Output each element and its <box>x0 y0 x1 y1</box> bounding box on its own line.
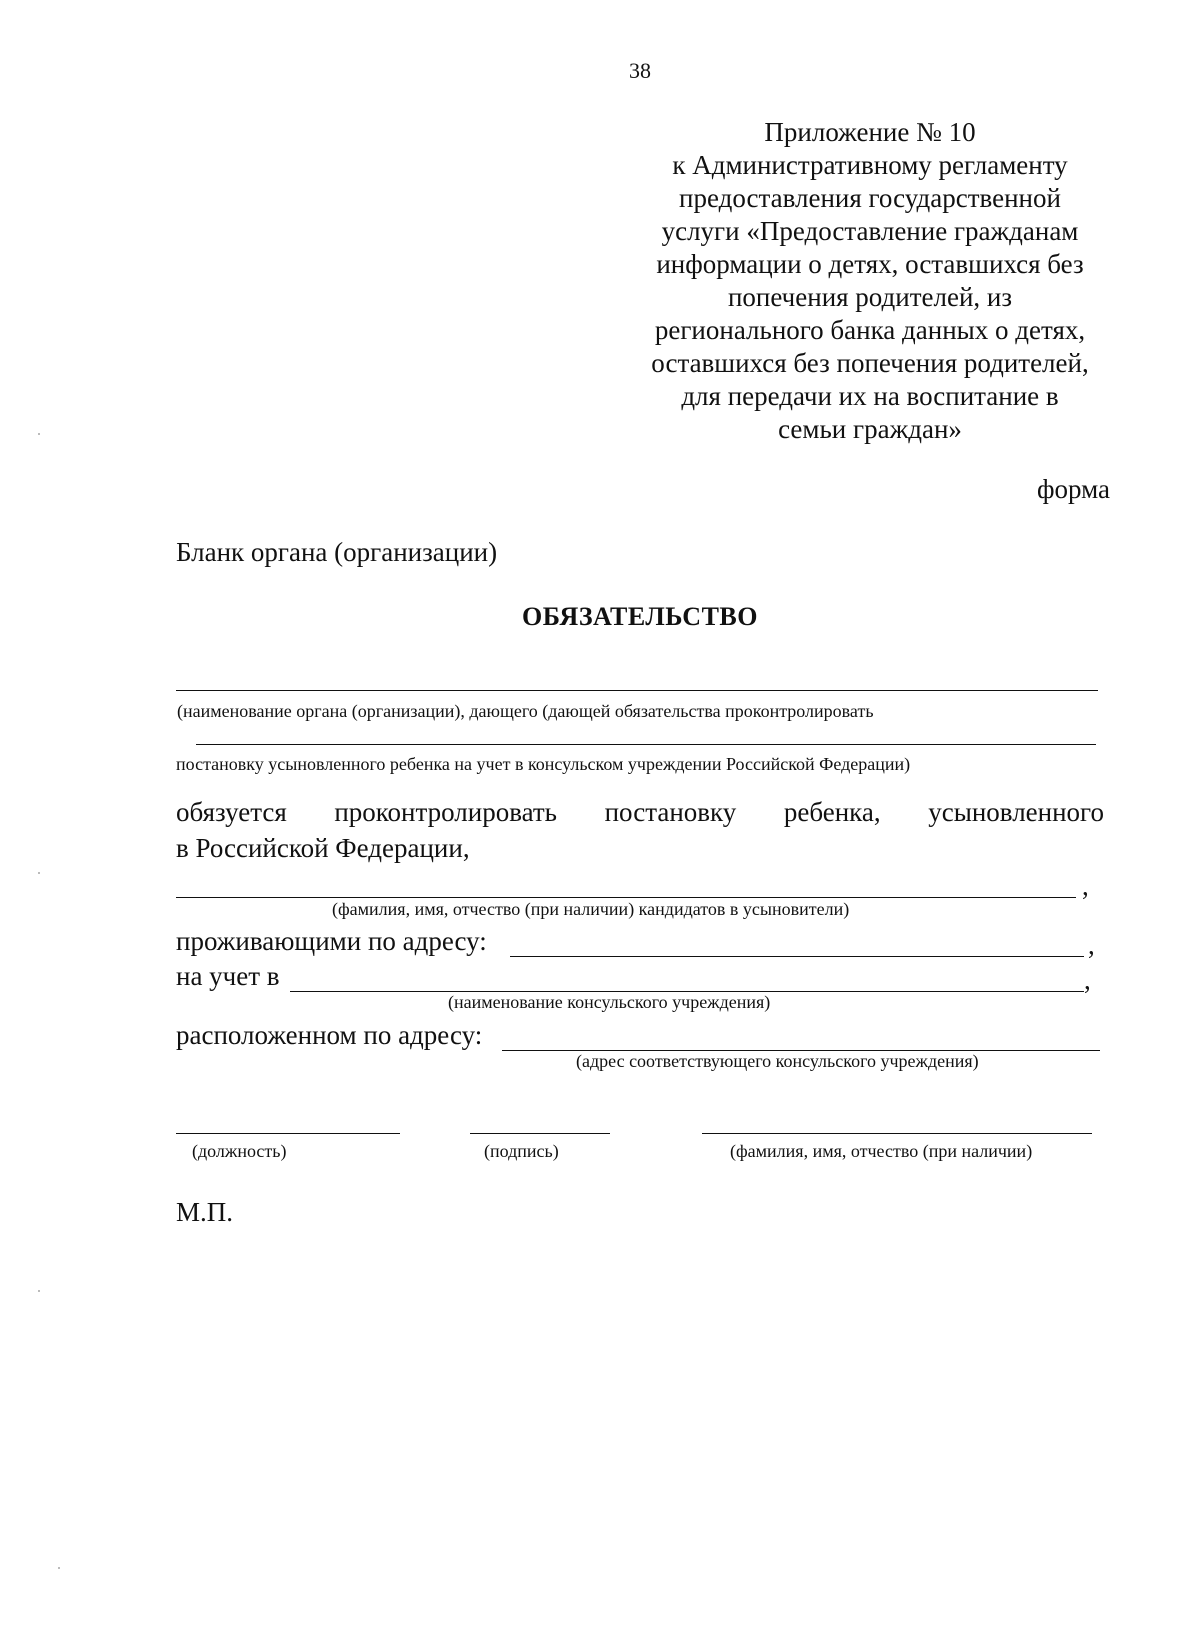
scan-speck <box>38 433 40 435</box>
form-label: форма <box>1037 474 1110 504</box>
org-name-caption-1: (наименование органа (организации), дающего (дающей обязательства проконтролировать <box>177 701 874 721</box>
candidates-comma: , <box>1082 871 1089 901</box>
position-caption: (должность) <box>192 1141 287 1161</box>
appendix-line: предоставления государственной <box>679 183 1061 213</box>
full-name-line <box>702 1133 1092 1134</box>
obligation-line-1 <box>176 797 1104 828</box>
obligation-word: постановку <box>604 797 737 827</box>
residing-comma: , <box>1088 930 1095 960</box>
full-name-caption: (фамилия, имя, отчество (при наличии) <box>730 1141 1033 1161</box>
page-number: 38 <box>629 58 651 83</box>
consulate-name-caption: (наименование консульского учреждения) <box>448 992 771 1012</box>
document-title: ОБЯЗАТЕЛЬСТВО <box>522 602 758 631</box>
registration-comma: , <box>1084 965 1091 995</box>
stamp-label: М.П. <box>176 1197 234 1227</box>
position-line <box>176 1133 400 1134</box>
appendix-line: услуги «Предоставление гражданам <box>661 216 1079 246</box>
appendix-header <box>640 116 1100 446</box>
blank-label: Бланк органа (организации) <box>176 537 498 567</box>
obligation-word: обязуется <box>176 797 287 827</box>
candidates-caption: (фамилия, имя, отчество (при наличии) кандидатов в усыновители) <box>332 899 850 919</box>
candidates-line <box>176 897 1076 898</box>
appendix-line: оставшихся без попечения родителей, <box>651 348 1089 378</box>
appendix-line: попечения родителей, из <box>727 282 1013 312</box>
scan-speck <box>38 872 40 874</box>
appendix-line: информации о детях, оставшихся без <box>656 249 1084 279</box>
org-name-caption-2: постановку усыновленного ребенка на учет в консульском учреждении Российской Федерации) <box>176 754 911 774</box>
appendix-line: Приложение № 10 <box>764 117 976 147</box>
obligation-word: проконтролировать <box>334 797 557 827</box>
org-name-line-2 <box>196 744 1096 745</box>
obligation-word: ребенка, <box>783 797 881 827</box>
registration-label: на учет в <box>176 961 280 991</box>
obligation-word: усыновленного <box>928 797 1104 827</box>
appendix-line: для передачи их на воспитание в <box>681 381 1059 411</box>
signature-line <box>470 1133 610 1134</box>
obligation-line-2: в Российской Федерации, <box>176 833 470 863</box>
scan-speck <box>58 1567 60 1569</box>
org-name-line-1 <box>176 690 1098 691</box>
appendix-line: семьи граждан» <box>778 414 962 444</box>
residing-label: проживающими по адресу: <box>176 926 487 956</box>
appendix-line: к Административному регламенту <box>672 150 1068 180</box>
consulate-address-caption: (адрес соответствующего консульского учреждения) <box>576 1051 979 1071</box>
residing-address-line <box>510 956 1084 957</box>
scan-speck <box>38 1290 40 1292</box>
located-label: расположенном по адресу: <box>176 1020 483 1050</box>
signature-caption: (подпись) <box>484 1141 559 1161</box>
appendix-line: регионального банка данных о детях, <box>654 315 1086 345</box>
